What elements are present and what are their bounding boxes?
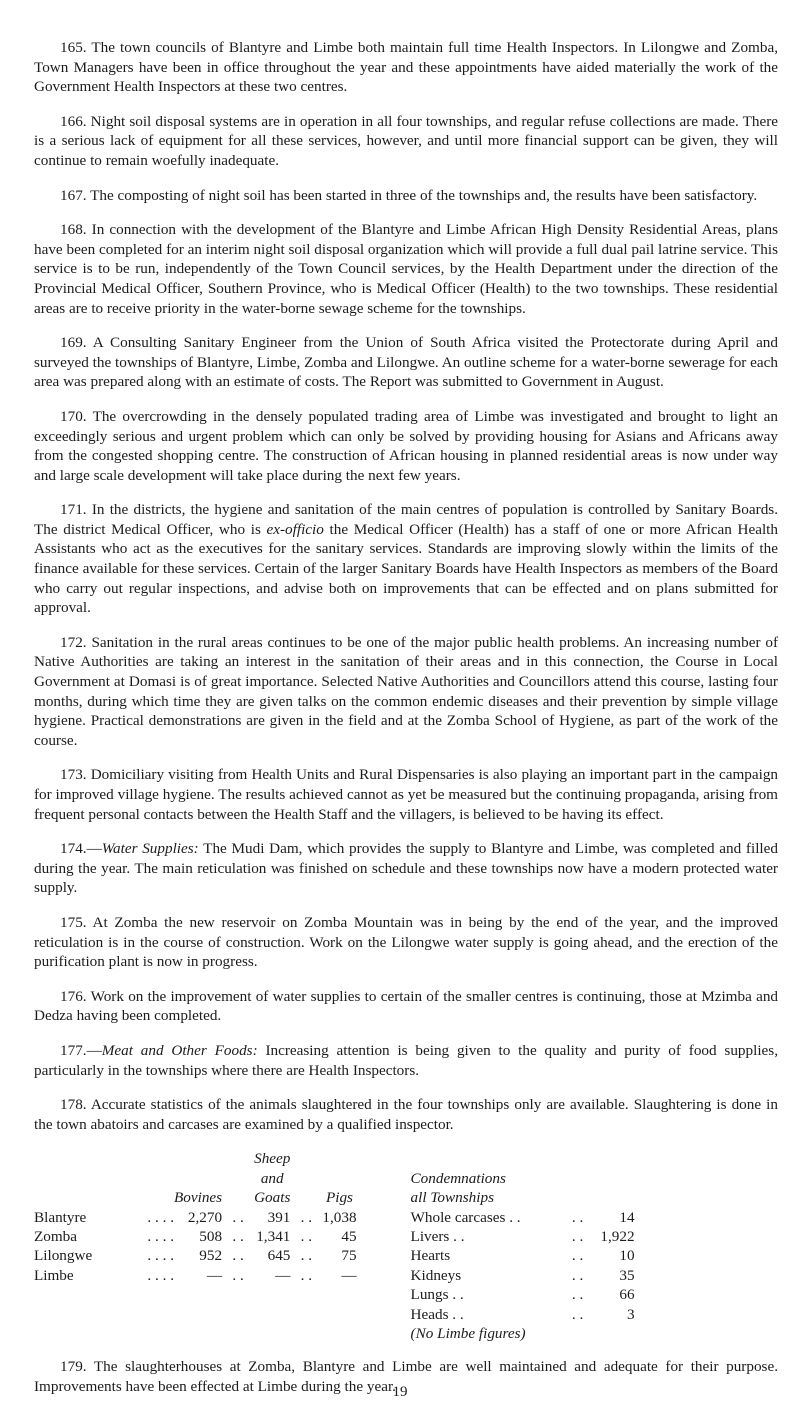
- condemnation-type-cell: Hearts: [410, 1247, 451, 1265]
- leader-dots: . . . .: [147, 1266, 174, 1284]
- paragraph-number: 169.: [60, 334, 87, 352]
- paragraph-167: [34, 186, 778, 206]
- paragraph-text: In the districts, the hygiene and sanitation of the main centres of population is controlled by Sanitary Boards. The district Medical Officer, who is: [34, 501, 778, 538]
- leader-dots: . .: [571, 1247, 584, 1265]
- paragraph-176: [34, 987, 778, 1026]
- table-row: [34, 1246, 635, 1265]
- italic-text: Meat and Other Foods:: [101, 1041, 258, 1059]
- header-sheep-goats: Sheep and Goats: [254, 1150, 291, 1207]
- leader-dots: . .: [300, 1266, 313, 1284]
- condemnation-count-cell: 1,922: [600, 1227, 635, 1245]
- leader-dots: . .: [232, 1208, 244, 1226]
- paragraph-text: —: [86, 1041, 102, 1059]
- leader-dots: . .: [232, 1227, 244, 1245]
- condemnation-count-cell: 35: [619, 1266, 635, 1284]
- leader-dots: [290, 1305, 322, 1324]
- leader-dots: . .: [571, 1266, 584, 1284]
- leader-dots: [222, 1305, 254, 1324]
- leader-dots: . .: [571, 1227, 584, 1245]
- leader-dots: . .: [300, 1227, 313, 1245]
- paragraph-text: the Medical Officer (Health) has a staff of one or more African Health Assistants who act as the executives for the sanitary services. Standards are improving slowly within the limits of the finance available for these services. Certain of the larger Sanitary Boards have Health Inspectors as members of the Board who carry out regular inspections, and advise both on improvements that can be effected and on plans submitted for approval.: [34, 520, 778, 617]
- pigs-cell: 45: [341, 1227, 357, 1245]
- sheep-goats-cell: 1,341: [256, 1227, 291, 1245]
- leader-dots: . .: [232, 1247, 244, 1265]
- table-row: [34, 1305, 635, 1324]
- paragraph-173: [34, 765, 778, 824]
- header-pigs: Pigs: [325, 1189, 353, 1207]
- sheep-goats-cell: 391: [267, 1208, 291, 1226]
- paragraph-number: 178.: [60, 1096, 87, 1114]
- italic-text: ex-officio: [266, 520, 324, 538]
- table-header-row: [34, 1149, 635, 1207]
- paragraph-175: [34, 913, 778, 972]
- sheep-goats-cell: [254, 1285, 290, 1304]
- town-cell: Blantyre: [34, 1208, 87, 1226]
- paragraph-text: A Consulting Sanitary Engineer from the Union of South Africa visited the Protectorate during April and surveyed the townships of Blantyre, Limbe, Zomba and Lilongwe. An outline scheme for a water-borne sewerage for each area was prepared along with an estimate of costs. The Report was submitted to Government in August.: [34, 334, 778, 391]
- pigs-cell: 1,038: [322, 1208, 357, 1226]
- paragraph-179: 179. The slaughterhouses at Zomba, Blantyre and Limbe are well maintained and adequate for their purpose. Improvements have been effected at Limbe during the year.: [34, 1358, 778, 1395]
- bovines-cell: —: [206, 1266, 223, 1284]
- paragraph-number: 172.: [60, 633, 87, 651]
- paragraph-number: 177.: [60, 1041, 87, 1059]
- paragraph-number: 171.: [60, 501, 87, 519]
- sheep-goats-cell: 645: [267, 1247, 291, 1265]
- condemnation-count-cell: 3: [626, 1305, 635, 1323]
- document-page: [34, 38, 778, 1412]
- header-bovines: Bovines: [174, 1189, 223, 1207]
- paragraph-168: [34, 220, 778, 318]
- paragraph-166: [34, 112, 778, 171]
- slaughter-statistics-table: [34, 1149, 635, 1343]
- paragraph-text: Accurate statistics of the animals slaughtered in the four townships only are available. Slaughtering is done in the town abatoirs and carcases are examined by a qualified inspector.: [34, 1096, 778, 1133]
- paragraph-text: Sanitation in the rural areas continues to be one of the major public health problems. An increasing number of Native Authorities are taking an interest in the sanitation of their areas and in this connection, the Course in Local Government at Domasi is of great importance. Selected Native Authorities and Councillors attend this course, lasting four months, during which time they are given talks on the common endemic diseases and their prevention by simple village hygiene. Practical demonstrations are given in the field and at the Zomba School of Hygiene, as part of the work of the course.: [34, 633, 778, 749]
- condemnation-type-cell: Heads . .: [410, 1305, 464, 1323]
- condemnation-type-cell: Whole carcases . .: [410, 1208, 521, 1226]
- leader-dots: . .: [571, 1305, 584, 1323]
- table-row: [34, 1266, 635, 1285]
- paragraph-178: [34, 1095, 778, 1134]
- table-note-row: [34, 1324, 635, 1343]
- leader-dots: [357, 1305, 405, 1324]
- paragraph-text: The composting of night soil has been started in three of the townships and, the results have been satisfactory.: [90, 186, 758, 204]
- condemnation-type-cell: Livers . .: [410, 1227, 465, 1245]
- paragraph-165: [34, 38, 778, 97]
- leader-dots: [126, 1285, 174, 1304]
- paragraph-text: At Zomba the new reservoir on Zomba Mountain was in being by the end of the year, and the improved reticulation is in the course of construction. Work on the Lilongwe water supply is going ahead, and the erection of the purification plant is now in progress.: [34, 913, 778, 971]
- header-condemnations: Condemnations all Townships: [410, 1169, 506, 1207]
- paragraph-172: [34, 633, 778, 751]
- leader-dots: [357, 1266, 405, 1285]
- pigs-cell: —: [341, 1266, 357, 1284]
- paragraph-number: 170.: [60, 407, 87, 425]
- paragraph-number: 165.: [60, 39, 87, 56]
- table-body: [34, 1208, 635, 1344]
- paragraph-text: Domiciliary visiting from Health Units and Rural Dispensaries is also playing an important part in the campaign for improved village hygiene. The results achieved cannot as yet be measured but the continuing propaganda, arising from frequent personal contacts between the Health Staff and the villagers, is believed to be having its effect.: [34, 766, 779, 823]
- leader-dots: [126, 1305, 174, 1324]
- paragraph-170: [34, 407, 778, 485]
- leader-dots: . .: [300, 1247, 313, 1265]
- condemnation-type-cell: Kidneys: [410, 1266, 462, 1284]
- italic-text: Water Supplies:: [101, 840, 199, 858]
- leader-dots: [357, 1227, 405, 1246]
- leader-dots: [290, 1285, 322, 1304]
- paragraph-text: In connection with the development of the Blantyre and Limbe African High Density Residential Areas, plans have been completed for an interim night soil disposal organization which will provide a full dual pail latrine service. This service is to be run, independently of the Town Council services, by the Health Department under the direction of the Provincial Medical Officer, Southern Province, who is Medical Officer (Health) to the two townships. These residential areas are to receive priority in the water-borne sewage scheme for the townships.: [34, 221, 779, 317]
- leader-dots: . . . .: [147, 1227, 174, 1245]
- town-cell: Zomba: [34, 1227, 78, 1245]
- condemnation-count-cell: 10: [619, 1247, 635, 1265]
- sheep-goats-cell: [254, 1305, 290, 1324]
- paragraph-text: Work on the improvement of water supplies to certain of the smaller centres is continuing, those at Mzimba and Dedza having been completed.: [34, 987, 779, 1025]
- paragraph-list: [34, 38, 778, 1134]
- paragraph-number: 175.: [60, 913, 87, 931]
- table-row: [34, 1227, 635, 1246]
- leader-dots: . . . .: [147, 1208, 174, 1226]
- paragraph-number: 174.: [60, 840, 87, 858]
- paragraph-177: [34, 1041, 778, 1080]
- condemnation-count-cell: 14: [619, 1208, 635, 1226]
- leader-dots: . . . .: [147, 1247, 174, 1265]
- page-number: 19: [392, 1384, 408, 1400]
- condemnation-type-cell: Lungs . .: [410, 1286, 464, 1304]
- pigs-cell: 75: [341, 1247, 357, 1265]
- paragraph-number: 173.: [60, 766, 87, 784]
- condemnation-count-cell: 66: [619, 1286, 635, 1304]
- paragraph-number: 168.: [60, 221, 87, 239]
- paragraph-text: —: [86, 840, 102, 858]
- paragraph-171: [34, 500, 778, 618]
- bovines-cell: 2,270: [187, 1208, 223, 1226]
- town-cell: [34, 1305, 126, 1324]
- town-cell: [34, 1285, 126, 1304]
- paragraph-text: The Mudi Dam, which provides the supply to Blantyre and Limbe, was completed and filled during the year. The main reticulation was finished on schedule and these townships now have a modern protected water supply.: [34, 840, 778, 897]
- bovines-cell: [174, 1285, 222, 1304]
- paragraph-text: The town councils of Blantyre and Limbe both maintain full time Health Inspectors. In Lilongwe and Zomba, Town Managers have been in office throughout the year and these appointments have aided materially the work of the Government Health Inspectors at these two centres.: [34, 39, 778, 96]
- paragraph-number: 166.: [60, 112, 87, 130]
- paragraph-number: 176.: [60, 987, 87, 1005]
- leader-dots: . .: [300, 1208, 313, 1226]
- paragraph-text: Increasing attention is being given to the quality and purity of food supplies, particularly in the townships where there are Health Inspectors.: [34, 1041, 778, 1079]
- pigs-cell: [322, 1305, 356, 1324]
- paragraph-169: [34, 333, 778, 392]
- paragraph-174: [34, 839, 778, 898]
- leader-dots: [357, 1208, 405, 1227]
- paragraph-number: 167.: [60, 186, 87, 204]
- table-row: [34, 1285, 635, 1304]
- leader-dots: . .: [571, 1286, 584, 1304]
- table-row: [34, 1208, 635, 1227]
- sheep-goats-cell: —: [275, 1266, 291, 1284]
- no-limbe-figures-note: (No Limbe figures): [410, 1324, 526, 1342]
- bovines-cell: 508: [199, 1227, 223, 1245]
- pigs-cell: [322, 1285, 356, 1304]
- bovines-cell: [174, 1305, 222, 1324]
- leader-dots: [357, 1285, 405, 1304]
- paragraph-text: The overcrowding in the densely populated trading area of Limbe was investigated and brought to light an exceedingly serious and urgent problem which can only be solved by providing housing for Asians and Africans away from the congested shopping centre. The construction of African housing in planned residential areas is now under way and large scale development will take place during the next few years.: [34, 407, 778, 484]
- bovines-cell: 952: [199, 1247, 223, 1265]
- paragraph-text: Night soil disposal systems are in operation in all four townships, and regular refuse collections are made. There is a serious lack of equipment for all these services, however, and until more financial support can be given, they will continue to remain woefully inadequate.: [34, 112, 778, 169]
- leader-dots: [222, 1285, 254, 1304]
- town-cell: Limbe: [34, 1266, 74, 1284]
- leader-dots: [357, 1246, 405, 1265]
- leader-dots: . .: [232, 1266, 244, 1284]
- town-cell: Lilongwe: [34, 1247, 93, 1265]
- leader-dots: . .: [571, 1208, 584, 1226]
